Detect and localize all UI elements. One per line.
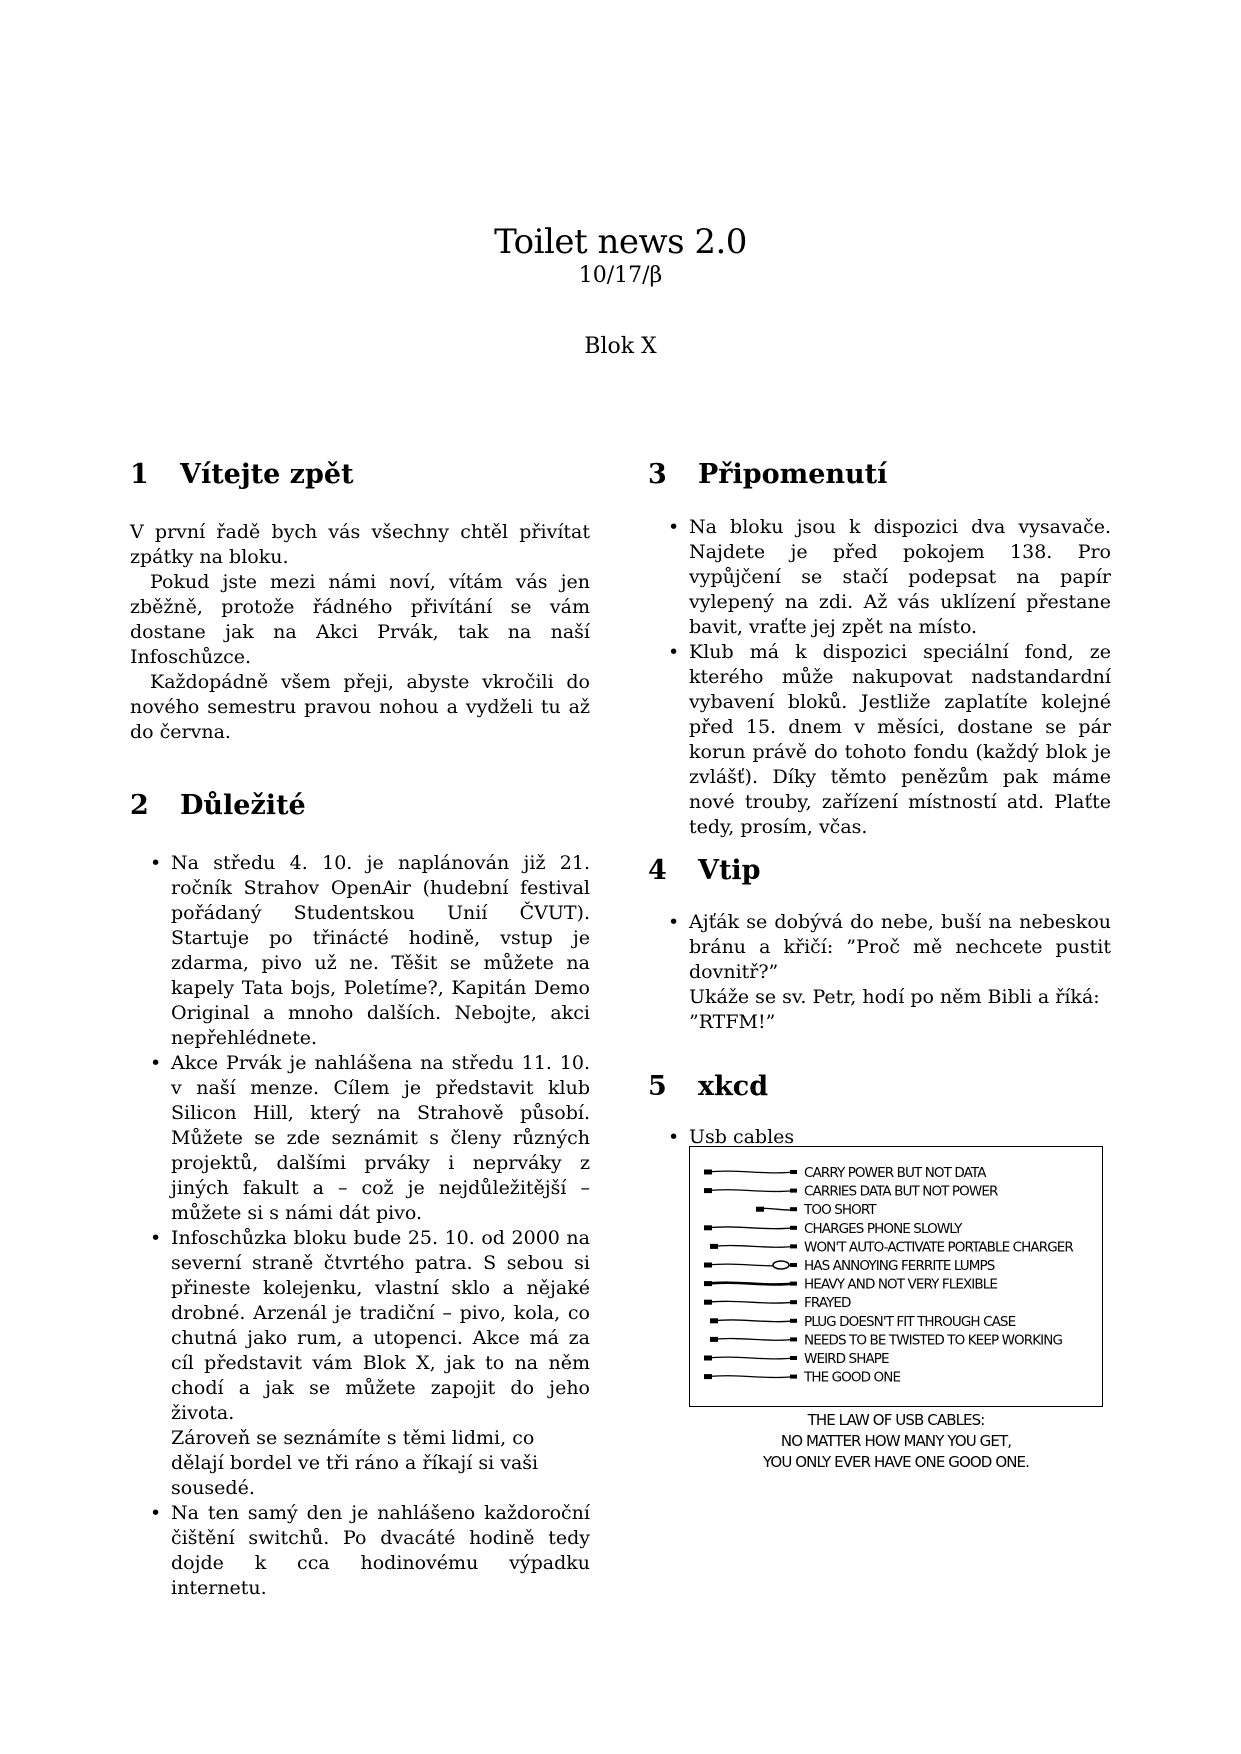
usb-cable-line: [708, 1227, 794, 1229]
list-item-text: Infoschůzka bloku bude 25. 10. od 2000 na severní straně čtvrtého patra. S sebou si přineste kolejenku, vlastní sklo a nějaké drobné. Arzenál je tradiční – pivo, kola, co chutná jako rum, a utopenci. Akce má za cíl představit vám Blok X, jak to na něm chodí a jak se můžete zapojit do jeho života.: [171, 1227, 590, 1424]
usb-plug-icon: [704, 1188, 712, 1193]
usb-plug-icon: [704, 1225, 712, 1230]
caption-line: NO MATTER HOW MANY YOU GET,: [780, 1432, 1012, 1450]
list-item: [648, 640, 1111, 840]
section-number: 1: [130, 459, 149, 490]
paragraph: V první řadě bych vás všechny chtěl přivítat zpátky na bloku.: [130, 521, 590, 568]
section-number: 4: [648, 855, 667, 886]
cable-label: HAS ANNOYING FERRITE LUMPS: [804, 1258, 995, 1274]
usb-cable-line: [760, 1208, 794, 1210]
bullet-icon: •: [150, 1227, 162, 1249]
usb-cable-line: [708, 1376, 794, 1378]
section-2-heading: [130, 790, 306, 822]
usb-plug-icon: [710, 1318, 718, 1323]
section-1-body: [130, 520, 590, 745]
title-block: [0, 222, 1241, 290]
paragraph: Každopádně všem přeji, abyste vkročili do nového semestru pravou nohou a vydželi tu až do června.: [130, 671, 590, 743]
list-item-text: Klub má k dispozici speciální fond, ze kterého může nakupovat nadstandardní vybavení bloků. Jestliže zaplatíte kolejné před 15. dnem v měsíci, dostane se pár korun právě do tohoto fondu (každý blok je zvlášť). Díky těmto penězům pak máme nové trouby, zařízení místností atd. Plaťte tedy, prosím, včas.: [689, 641, 1111, 838]
usb-cable-line: [708, 1190, 794, 1192]
section-title: xkcd: [698, 1071, 769, 1102]
usb-plug-icon: [790, 1207, 797, 1211]
caption-line: YOU ONLY EVER HAVE ONE GOOD ONE.: [762, 1453, 1029, 1471]
usb-plug-icon: [710, 1337, 718, 1342]
usb-plug-icon: [710, 1244, 718, 1249]
usb-plug-icon: [704, 1263, 712, 1268]
list-item-text: Na ten samý den je nahlášeno každoroční čištění switchů. Po dvacáté hodině tedy dojde k cca hodinovému výpadku internetu.: [171, 1502, 590, 1599]
cable-label: NEEDS TO BE TWISTED TO KEEP WORKING: [804, 1332, 1063, 1349]
usb-cables-drawing: [690, 1147, 1104, 1408]
usb-plug-icon: [704, 1374, 712, 1379]
section-number: 3: [648, 459, 667, 490]
list-item: [130, 1501, 590, 1601]
usb-plug-icon: [790, 1282, 797, 1286]
cable-label: HEAVY AND NOT VERY FLEXIBLE: [804, 1276, 997, 1293]
usb-plug-icon: [704, 1300, 712, 1305]
usb-cable-line: [714, 1339, 794, 1341]
paragraph: Pokud jste mezi námi noví, vítám vás jen zběžně, protože řádného přivítání se vám dostane jak na Akci Prvák, tak na naší Infoschůzce.: [130, 571, 590, 668]
usb-plug-icon: [790, 1375, 797, 1379]
cable-label: TOO SHORT: [804, 1202, 876, 1219]
xkcd-comic-panel: [689, 1146, 1103, 1407]
list-item: [130, 1051, 590, 1226]
list-item-continuation: Ukáže se sv. Petr, hodí po něm Bibli a říká: ”RTFM!”: [689, 986, 1100, 1033]
list-item-text: Akce Prvák je nahlášena na středu 11. 10. v naší menze. Cílem je představit klub Silicon Hill, který na Strahově působí. Můžete se zde seznámit s členy různých projektů, dalšími prváky i neprváky z jiných fakult a – což je nejdůležitější – můžete si s námi dát pivo.: [171, 1052, 590, 1224]
bullet-icon: •: [668, 911, 680, 933]
list-item: [130, 851, 590, 1051]
usb-plug-icon: [790, 1189, 797, 1193]
usb-cable-line: [714, 1320, 794, 1322]
cable-label: THE GOOD ONE: [804, 1369, 901, 1386]
bullet-icon: •: [150, 1502, 162, 1524]
usb-plug-icon: [756, 1207, 764, 1212]
list-item-text: Usb cables: [689, 1126, 795, 1148]
usb-cable-line: [708, 1357, 794, 1359]
section-title: Důležité: [180, 790, 306, 821]
usb-plug-icon: [704, 1170, 712, 1175]
usb-cable-line: [714, 1246, 794, 1248]
usb-cable-line: [708, 1283, 794, 1285]
section-4-list: [648, 910, 1111, 1035]
section-5-heading: [648, 1071, 768, 1103]
bullet-icon: •: [668, 1126, 680, 1148]
bullet-icon: •: [668, 516, 680, 538]
usb-plug-icon: [790, 1244, 797, 1248]
section-number: 2: [130, 790, 149, 821]
section-2-list: [130, 851, 590, 1601]
section-title: Vítejte zpět: [180, 459, 354, 490]
usb-plug-icon: [704, 1281, 712, 1286]
usb-plug-icon: [790, 1170, 797, 1174]
usb-plug-icon: [790, 1356, 797, 1360]
usb-cable-line: [708, 1171, 794, 1173]
cable-label: CARRY POWER BUT NOT DATA: [804, 1165, 986, 1181]
cable-label: WEIRD SHAPE: [804, 1351, 889, 1367]
section-title: Vtip: [698, 855, 761, 886]
usb-cable-line: [708, 1301, 794, 1303]
list-item: [648, 515, 1111, 640]
usb-plug-icon: [790, 1319, 797, 1323]
cable-label: CHARGES PHONE SLOWLY: [804, 1220, 962, 1237]
document-author: Blok X: [584, 334, 657, 359]
caption-line: THE LAW OF USB CABLES:: [807, 1411, 985, 1429]
usb-plug-icon: [704, 1356, 712, 1361]
cable-label: CARRIES DATA BUT NOT POWER: [804, 1183, 998, 1200]
section-3-list: [648, 515, 1111, 840]
usb-plug-icon: [790, 1300, 797, 1304]
bullet-icon: •: [150, 1052, 162, 1074]
document-subtitle: 10/17/β: [578, 263, 663, 288]
usb-plug-icon: [790, 1337, 797, 1341]
section-title: Připomenutí: [698, 459, 888, 490]
section-3-heading: [648, 459, 887, 491]
list-item: [648, 910, 1111, 1035]
cable-label: WON'T AUTO-ACTIVATE PORTABLE CHARGER: [804, 1239, 1073, 1256]
section-1-heading: [130, 459, 354, 491]
bullet-icon: •: [668, 641, 680, 663]
usb-plug-icon: [790, 1226, 797, 1230]
list-item: [130, 1226, 590, 1501]
list-item-text: Na bloku jsou k dispozici dva vysavače. Najdete je před pokojem 138. Pro vypůjčení se stačí podepsat na papír vylepený na zdi. Až vás uklízení přestane bavit, vraťte jej zpět na místo.: [689, 516, 1111, 638]
section-number: 5: [648, 1071, 667, 1102]
cable-label: FRAYED: [804, 1295, 851, 1312]
document-title: Toilet news 2.0: [494, 222, 747, 262]
list-item-text: Na středu 4. 10. je naplánován již 21. ročník Strahov OpenAir (hudební festival pořádaný Studentskou Unií ČVUT). Startuje po třinácté hodině, vstup je zdarma, pivo už ne. Těšit se můžete na kapely Tata bojs, Poletíme?, Kapitán Demo Original a mnoho dalších. Nebojte, akci nepřehlédnete.: [171, 852, 590, 1049]
list-item-text: Ajťák se dobývá do nebe, buší na nebeskou bránu a křičí: ”Proč mě nechcete pustit dovnitř?”: [689, 911, 1111, 983]
cable-label: PLUG DOESN'T FIT THROUGH CASE: [804, 1313, 1016, 1330]
list-item-continuation: Zároveň se seznámíte s těmi lidmi, co dělají bordel ve tři ráno a říkají si vaši sousedé.: [171, 1427, 539, 1499]
usb-plug-icon: [790, 1263, 797, 1267]
comic-caption: [689, 1410, 1103, 1473]
bullet-icon: •: [150, 852, 162, 874]
ferrite-lump-icon: [773, 1261, 789, 1269]
section-4-heading: [648, 855, 761, 887]
